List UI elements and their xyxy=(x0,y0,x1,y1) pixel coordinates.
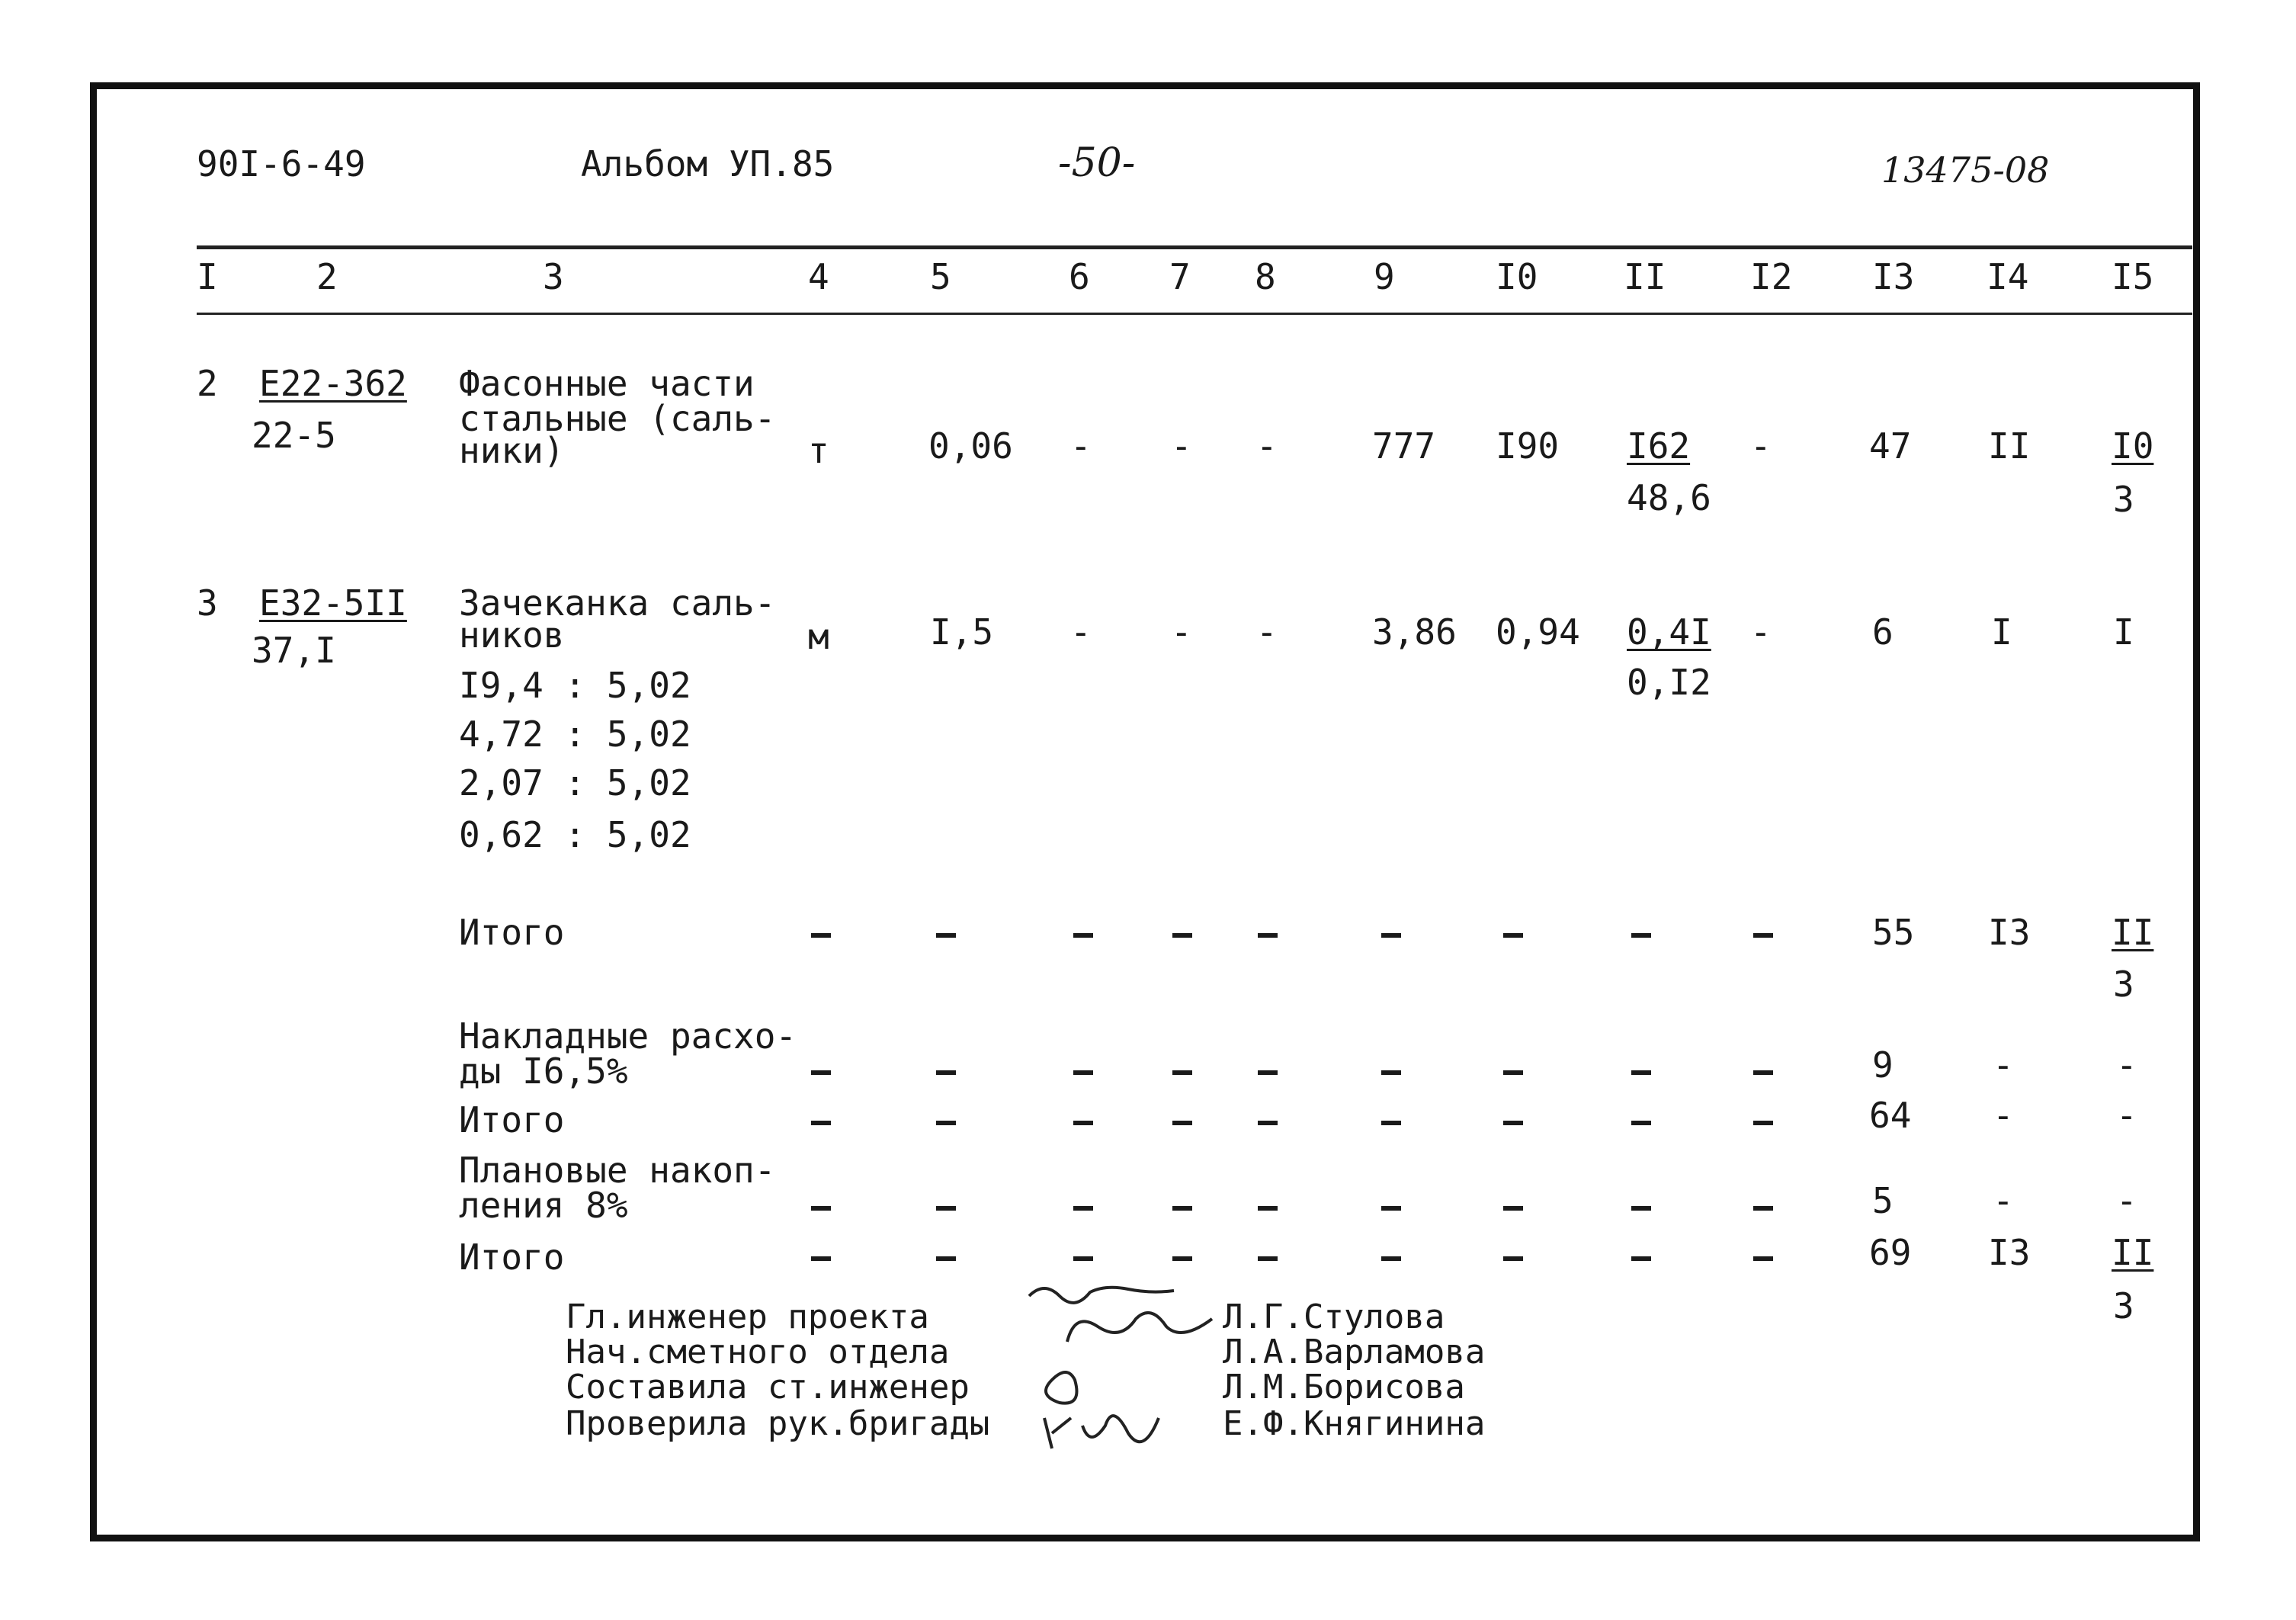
col9-value: 777 xyxy=(1372,425,1436,467)
empty-cell-dash xyxy=(1753,1256,1773,1261)
col-header-12: I2 xyxy=(1750,256,1793,297)
col-header-3: 3 xyxy=(543,256,564,297)
item-name-line: стальные (саль- xyxy=(459,398,776,439)
empty-cell-dash xyxy=(1172,933,1192,938)
ratio-line: 2,07 : 5,02 xyxy=(459,762,691,804)
empty-cell-dash xyxy=(1073,1121,1093,1125)
empty-cell-dash xyxy=(1381,1070,1401,1075)
col7-value: - xyxy=(1171,611,1192,653)
col15-value: - xyxy=(2116,1180,2137,1221)
col11-value: I62 xyxy=(1627,425,1691,467)
col14-value: I3 xyxy=(1988,1232,2031,1273)
col14-value: - xyxy=(1993,1095,2014,1136)
col-header-13: I3 xyxy=(1872,256,1915,297)
empty-cell-dash xyxy=(811,1256,831,1261)
empty-cell-dash xyxy=(1503,1121,1523,1125)
item-name-line: Зачеканка саль- xyxy=(459,582,776,624)
total-label: Итого xyxy=(459,912,565,953)
col15-subvalue: 3 xyxy=(2113,479,2134,520)
total-label: Итого xyxy=(459,1237,565,1278)
empty-cell-dash xyxy=(1753,933,1773,938)
col-header-11: II xyxy=(1624,256,1666,297)
empty-cell-dash xyxy=(936,933,956,938)
empty-cell-dash xyxy=(1503,1256,1523,1261)
empty-cell-dash xyxy=(1258,1256,1278,1261)
col11-subvalue: 0,I2 xyxy=(1627,662,1711,703)
col13-value: 55 xyxy=(1872,912,1915,953)
col14-value: II xyxy=(1988,425,2031,467)
empty-cell-dash xyxy=(1631,1121,1651,1125)
col13-value: 47 xyxy=(1869,425,1912,467)
header-rule-top xyxy=(197,245,2192,249)
empty-cell-dash xyxy=(1172,1256,1192,1261)
col14-value: I xyxy=(1991,611,2012,653)
empty-cell-dash xyxy=(1073,933,1093,938)
item-name-line: ники) xyxy=(459,430,565,471)
handwritten-signatures xyxy=(1021,1273,1235,1456)
col9-value: 3,86 xyxy=(1372,611,1457,653)
empty-cell-dash xyxy=(811,1070,831,1075)
col14-value: - xyxy=(1993,1180,2014,1221)
col10-value: I90 xyxy=(1496,425,1560,467)
rate-code-sub: 37,I xyxy=(252,630,336,671)
empty-cell-dash xyxy=(1073,1206,1093,1211)
empty-cell-dash xyxy=(1073,1070,1093,1075)
empty-cell-dash xyxy=(811,1206,831,1211)
col11-value: 0,4I xyxy=(1627,611,1711,653)
empty-cell-dash xyxy=(1258,1206,1278,1211)
row-number: 3 xyxy=(197,582,218,624)
col15-value: II xyxy=(2112,912,2154,953)
empty-cell-dash xyxy=(1258,1121,1278,1125)
col13-value: 5 xyxy=(1872,1180,1894,1221)
empty-cell-dash xyxy=(936,1121,956,1125)
col8-value: - xyxy=(1256,425,1278,467)
empty-cell-dash xyxy=(1172,1121,1192,1125)
empty-cell-dash xyxy=(936,1206,956,1211)
empty-cell-dash xyxy=(1172,1206,1192,1211)
col-header-1: I xyxy=(197,256,218,297)
ratio-line: 0,62 : 5,02 xyxy=(459,814,691,855)
empty-cell-dash xyxy=(1631,1256,1651,1261)
doc-code: 90I-6-49 xyxy=(197,143,366,184)
col-header-2: 2 xyxy=(316,256,338,297)
empty-cell-dash xyxy=(936,1070,956,1075)
quantity: I,5 xyxy=(930,611,994,653)
col-header-6: 6 xyxy=(1069,256,1090,297)
signature-role: Составила ст.инженер xyxy=(566,1368,970,1407)
col-header-15: I5 xyxy=(2112,256,2154,297)
col15-value: - xyxy=(2116,1044,2137,1086)
empty-cell-dash xyxy=(1381,933,1401,938)
signature-name: Е.Ф.Княгинина xyxy=(1223,1404,1486,1443)
empty-cell-dash xyxy=(1172,1070,1192,1075)
empty-cell-dash xyxy=(1631,933,1651,938)
empty-cell-dash xyxy=(811,1121,831,1125)
col8-value: - xyxy=(1256,611,1278,653)
total-label: ды I6,5% xyxy=(459,1051,628,1092)
empty-cell-dash xyxy=(936,1256,956,1261)
item-name-line: Фасонные части xyxy=(459,363,755,404)
item-name-line: ников xyxy=(459,614,565,656)
empty-cell-dash xyxy=(1753,1121,1773,1125)
col15-value: - xyxy=(2116,1095,2137,1136)
unit: м xyxy=(808,616,829,657)
col15-subvalue: 3 xyxy=(2113,964,2134,1005)
col-header-5: 5 xyxy=(930,256,951,297)
empty-cell-dash xyxy=(1503,1070,1523,1075)
col-header-4: 4 xyxy=(808,256,829,297)
col-header-9: 9 xyxy=(1374,256,1395,297)
col10-value: 0,94 xyxy=(1496,611,1580,653)
col12-value: - xyxy=(1750,425,1772,467)
empty-cell-dash xyxy=(1073,1256,1093,1261)
empty-cell-dash xyxy=(1753,1206,1773,1211)
signature-role: Нач.сметного отдела xyxy=(566,1333,950,1371)
col15-subvalue: 3 xyxy=(2113,1285,2134,1326)
col12-value: - xyxy=(1750,611,1772,653)
total-label: Плановые накоп- xyxy=(459,1150,776,1191)
col11-subvalue: 48,6 xyxy=(1627,477,1711,518)
empty-cell-dash xyxy=(1631,1206,1651,1211)
col14-value: - xyxy=(1993,1044,2014,1086)
empty-cell-dash xyxy=(1631,1070,1651,1075)
album-label: Альбом УП.85 xyxy=(581,143,835,184)
col13-value: 64 xyxy=(1869,1095,1912,1136)
ratio-line: 4,72 : 5,02 xyxy=(459,714,691,755)
empty-cell-dash xyxy=(1503,1206,1523,1211)
empty-cell-dash xyxy=(1258,1070,1278,1075)
col15-value: I0 xyxy=(2112,425,2154,467)
signature-name: Л.Г.Стулова xyxy=(1223,1298,1445,1336)
col-header-7: 7 xyxy=(1169,256,1191,297)
empty-cell-dash xyxy=(1381,1206,1401,1211)
signature-name: Л.М.Борисова xyxy=(1223,1368,1465,1407)
rate-code: Е32-5II xyxy=(259,582,407,624)
col15-value: I xyxy=(2113,611,2134,653)
signature-role: Гл.инженер проекта xyxy=(566,1298,929,1336)
col-header-8: 8 xyxy=(1255,256,1276,297)
total-label: Накладные расхо- xyxy=(459,1015,797,1057)
total-label: Итого xyxy=(459,1099,565,1140)
unit: т xyxy=(808,430,829,471)
empty-cell-dash xyxy=(1381,1121,1401,1125)
col7-value: - xyxy=(1171,425,1192,467)
col13-value: 9 xyxy=(1872,1044,1894,1086)
ratio-line: I9,4 : 5,02 xyxy=(459,665,691,706)
empty-cell-dash xyxy=(1753,1070,1773,1075)
col14-value: I3 xyxy=(1988,912,2031,953)
row-number: 2 xyxy=(197,363,218,404)
quantity: 0,06 xyxy=(928,425,1013,467)
rate-code: Е22-362 xyxy=(259,363,407,404)
col13-value: 69 xyxy=(1869,1232,1912,1273)
empty-cell-dash xyxy=(1381,1256,1401,1261)
inventory-number: 13475-08 xyxy=(1881,149,2050,191)
col6-value: - xyxy=(1070,611,1092,653)
col13-value: 6 xyxy=(1872,611,1894,653)
page-number: -50- xyxy=(1058,140,1136,186)
empty-cell-dash xyxy=(811,933,831,938)
empty-cell-dash xyxy=(1258,933,1278,938)
header-rule-bottom xyxy=(197,313,2192,315)
empty-cell-dash xyxy=(1503,933,1523,938)
col-header-10: I0 xyxy=(1496,256,1538,297)
total-label: ления 8% xyxy=(459,1185,628,1226)
col15-value: II xyxy=(2112,1232,2154,1273)
col-header-14: I4 xyxy=(1987,256,2029,297)
col6-value: - xyxy=(1070,425,1092,467)
rate-code-sub: 22-5 xyxy=(252,415,336,456)
signature-name: Л.А.Варламова xyxy=(1223,1333,1486,1371)
signature-role: Проверила рук.бригады xyxy=(566,1404,990,1443)
